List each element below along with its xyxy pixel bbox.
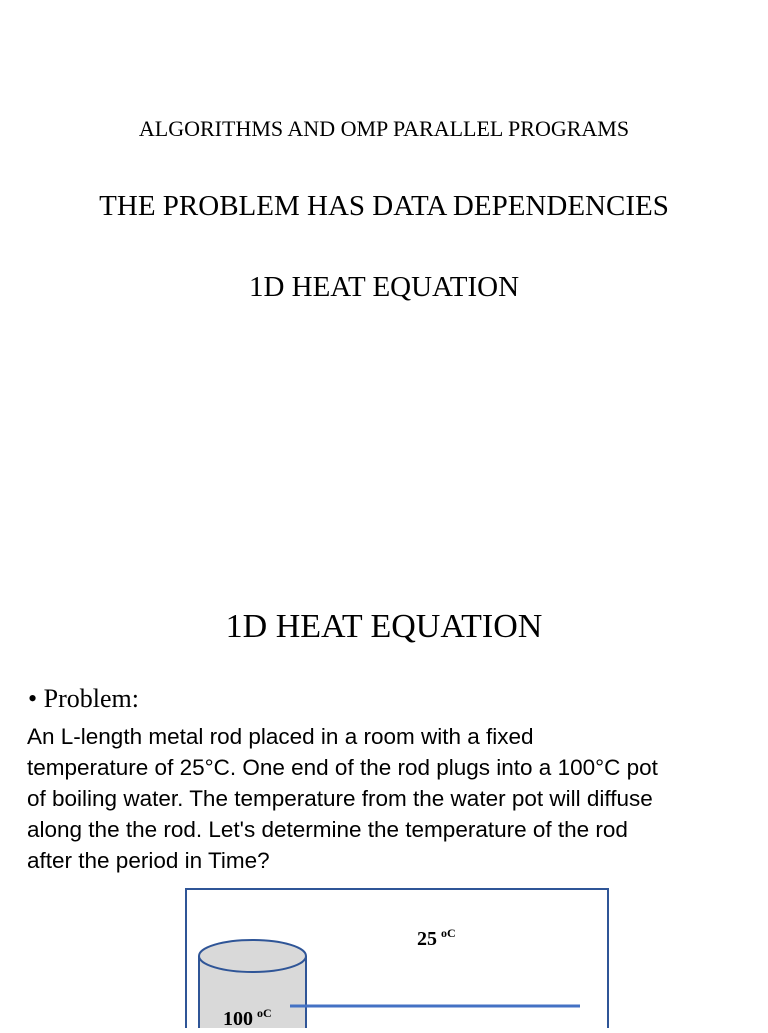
slide-1-line-1: ALGORITHMS AND OMP PARALLEL PROGRAMS xyxy=(138,116,630,141)
room-temp-label xyxy=(417,926,456,951)
pot-temp-label xyxy=(223,1006,272,1031)
problem-text-line: of boiling water. The temperature from the water pot will diffuse xyxy=(27,786,653,811)
problem-text-line: after the period in Time? xyxy=(27,848,270,873)
pot-temp-value: 100 xyxy=(223,1008,253,1030)
room-temp-value: 25 xyxy=(417,928,437,950)
boiling-pot-rim xyxy=(199,940,306,972)
slide-2-title: 1D HEAT EQUATION xyxy=(225,608,543,645)
problem-text-line: An L-length metal rod placed in a room with a fixed xyxy=(27,724,534,749)
problem-bullet: • Problem: xyxy=(28,684,139,713)
pot-temp-unit: oC xyxy=(257,1006,272,1020)
slide-1 xyxy=(0,0,768,512)
slide-2 xyxy=(0,512,768,1030)
problem-text-line: temperature of 25°C. One end of the rod plugs into a 100°C pot xyxy=(27,755,658,780)
problem-text-line: along the the rod. Let's determine the temperature of the rod xyxy=(27,817,628,842)
rod-diagram xyxy=(185,888,611,1033)
room-temp-unit: oC xyxy=(441,926,456,940)
slide-1-line-2: THE PROBLEM HAS DATA DEPENDENCIES xyxy=(99,190,669,222)
problem-text xyxy=(27,721,757,876)
slide-1-line-3: 1D HEAT EQUATION xyxy=(248,271,520,303)
